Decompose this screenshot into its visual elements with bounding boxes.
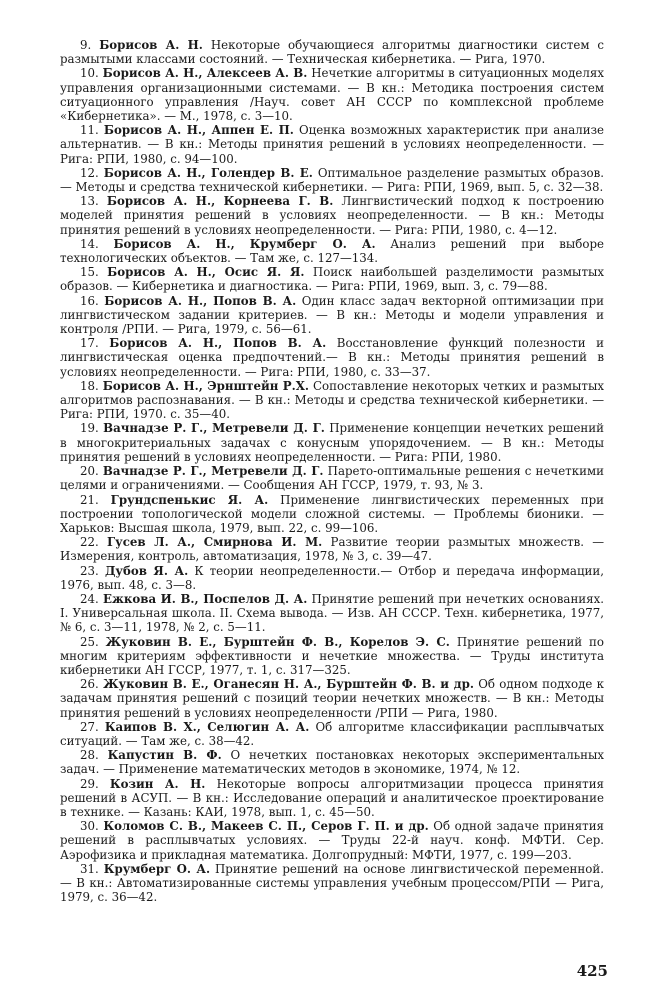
reference-entry — [60, 592, 604, 635]
reference-text: Принятие решений по многим критериям эффективности и нечеткие множества. — Труды института кибернетики АН ГССР, 1977, т. 1, с. 317—325. — [60, 634, 605, 677]
reference-number: 11. — [80, 123, 99, 138]
reference-authors: Борисов А. Н., Корнеева Г. В. — [106, 194, 334, 209]
reference-number: 27. — [80, 719, 99, 734]
reference-number: 23. — [80, 563, 99, 578]
reference-entry — [60, 748, 604, 776]
reference-authors: Крумберг О. А. — [103, 861, 211, 876]
reference-authors: Борисов А. Н., Осис Я. Я. — [107, 265, 305, 280]
reference-entry — [60, 535, 604, 563]
reference-entry — [60, 720, 604, 748]
reference-number: 9. — [80, 38, 92, 52]
reference-entry — [60, 564, 604, 592]
reference-entry — [60, 421, 604, 464]
reference-number: 24. — [80, 591, 99, 606]
reference-entry — [60, 166, 604, 194]
reference-number: 29. — [80, 776, 99, 791]
reference-entry — [60, 66, 604, 123]
reference-entry — [60, 194, 604, 237]
reference-authors: Борисов А. Н., Попов В. А. — [104, 293, 297, 308]
reference-number: 12. — [80, 165, 99, 180]
reference-text: Один класс задач векторной оптимизации при лингвистическом задании критериев. — В кн.: Методы и модели управления и контроля /РПИ. — Рига, 1979, с. 56—61. — [60, 293, 605, 337]
reference-entry — [60, 265, 604, 293]
reference-authors: Гусев Л. А., Смирнова И. М. — [107, 535, 323, 550]
reference-entry — [60, 336, 604, 379]
reference-authors: Борисов А. Н., Крумберг О. А. — [113, 236, 376, 251]
reference-entry — [60, 677, 604, 720]
reference-number: 15. — [80, 265, 99, 280]
reference-number: 26. — [80, 677, 99, 692]
reference-entry — [60, 379, 604, 422]
reference-text: Принятие решений при нечетких основаниях. I. Универсальная школа. II. Схема вывода. — Изв. АН СССР. Техн. кибернетика, 1977, № 6, с. 3—11, 1978, № 2, с. 5—11. — [60, 591, 605, 635]
reference-number: 30. — [80, 819, 99, 834]
reference-number: 21. — [80, 492, 99, 507]
reference-authors: Козин А. Н. — [109, 776, 206, 791]
reference-number: 25. — [80, 634, 99, 649]
reference-number: 20. — [80, 464, 99, 479]
reference-number: 10. — [80, 66, 99, 81]
reference-entry — [60, 464, 604, 492]
reference-text: Сопоставление некоторых четких и размытых алгоритмов распознавания. — В кн.: Методы и средства технической кибернетики. — Рига: РПИ, 1970. с. 35—40. — [60, 378, 604, 422]
reference-authors: Борисов А. Н., Аппен Е. П. — [103, 123, 294, 138]
reference-text: Применение концепции нечетких решений в многокритериальных задачах с конусным упорядочением. — В кн.: Методы принятия решений в условиях неопределенности. — Рига: РПИ, 1980. — [60, 421, 605, 464]
reference-authors: Жуковин В. Е., Бурштейн Ф. В., Корелов Э. С. — [105, 634, 450, 649]
reference-number: 22. — [80, 535, 99, 550]
reference-entry — [60, 635, 604, 678]
reference-number: 16. — [80, 293, 99, 308]
reference-authors: Борисов А. Н., Алексеев А. В. — [102, 66, 308, 81]
reference-text: Оптимальное разделение размытых образов. — Методы и средства технической кибернетики. — Рига: РПИ, 1969, вып. 5, с. 32—38. — [60, 165, 605, 195]
reference-text: Применение лингвистических переменных при построении топологической модели сложной системы. — Проблемы бионики. — Харьков: Высшая школа, 1979, вып. 22, с. 99—106. — [60, 492, 605, 535]
reference-text: К теории неопределенности.— Отбор и передача информации, 1976, вып. 48, с. 3—8. — [60, 563, 605, 592]
reference-text: Оценка возможных характеристик при анализе альтернатив. — В кн.: Методы принятия решений в условиях неопределенности. — Рига: РПИ, 1980, с. 94—100. — [60, 123, 604, 166]
reference-entry — [60, 237, 604, 265]
reference-text: Лингвистический подход к построению моделей принятия решений в условиях неопределенности. — В кн.: Методы принятия решений в условиях неопределенности. — Рига: РПИ, 1980, с. 4—12. — [60, 194, 604, 237]
reference-authors: Жуковин В. Е., Оганесян Н. А., Бурштейн Ф. В. и др. — [103, 677, 474, 692]
reference-authors: Вачнадзе Р. Г., Метревели Д. Г. — [102, 464, 324, 479]
reference-authors: Борисов А. Н. — [99, 38, 203, 52]
reference-authors: Грундспенькис Я. А. — [110, 492, 269, 507]
reference-text: О нечетких постановках некоторых экспериментальных задач. — Применение математических методов в экономике, 1974, № 12. — [60, 748, 605, 777]
reference-number: 28. — [80, 748, 99, 763]
reference-text: Об алгоритме классификации расплывчатых ситуаций. — Там же, с. 38—42. — [60, 719, 605, 748]
reference-text: Парето-оптимальные решения с нечеткими целями и ограничениями. — Сообщения АН ГССР, 1979, т. 93, № 3. — [60, 464, 604, 493]
reference-authors: Вачнадзе Р. Г., Метревели Д. Г. — [103, 421, 325, 436]
reference-list — [60, 38, 604, 904]
reference-entry — [60, 123, 604, 166]
reference-text: Развитие теории размытых множеств. — Измерения, контроль, автоматизация, 1978, № 3, с. 39—47. — [60, 535, 605, 564]
reference-text: Некоторые вопросы алгоритмизации процесса принятия решений в АСУП. — В кн.: Исследование операций и аналитическое проектирование в технике. — Казань: КАИ, 1978, вып. 1, с. 45—50. — [60, 776, 605, 819]
reference-entry — [60, 819, 604, 862]
reference-entry — [60, 294, 604, 337]
reference-number: 19. — [80, 421, 99, 436]
reference-number: 31. — [80, 861, 99, 876]
reference-text: Об одной задаче принятия решений в расплывчатых условиях. — Труды 22-й науч. конф. МФТИ. Сер. Аэрофизика и прикладная математика. Долгопрудный: МФТИ, 1977, с. 199—203. — [60, 819, 605, 862]
reference-text: Нечеткие алгоритмы в ситуационных моделях управления организационными системами. — В кн.: Методика построения систем ситуационного управления /Науч. совет АН СССР по комплексной проблеме «Кибернетика». — М., 1978, с. 3—10. — [60, 66, 605, 124]
reference-entry — [60, 493, 604, 536]
page-number: 425 — [576, 962, 608, 980]
reference-text: Анализ решений при выборе технологических объектов. — Там же, с. 127—134. — [60, 236, 604, 266]
reference-entry — [60, 862, 604, 905]
reference-entry — [60, 38, 604, 66]
reference-authors: Коломов С. В., Макеев С. П., Серов Г. П. и др. — [103, 819, 429, 834]
reference-authors: Борисов А. Н., Эрнштейн Р.Х. — [102, 378, 309, 393]
reference-authors: Капустин В. Ф. — [107, 748, 222, 763]
reference-authors: Борисов А. Н., Голендер В. Е. — [103, 165, 313, 180]
reference-text: Поиск наибольшей разделимости размытых образов. — Кибернетика и диагностика. — Рига: РПИ, 1969, вып. 3, с. 79—88. — [60, 265, 605, 294]
reference-text: Об одном подходе к задачам принятия решений с позиций теории нечетких множеств. — В кн.: Методы принятия решений в условиях неопределенности /РПИ — Рига, 1980. — [60, 677, 605, 720]
reference-entry — [60, 777, 604, 820]
reference-text: Некоторые обучающиеся алгоритмы диагностики систем с размытыми классами состояний. — Техническая кибернетика. — Рига, 1970. — [60, 38, 605, 67]
reference-text: Восстановление функций полезности и лингвистическая оценка предпочтений.— В кн.: Методы принятия решений в условиях неопределенности. — Рига: РПИ, 1980, с. 33—37. — [60, 336, 605, 379]
reference-number: 13. — [80, 194, 99, 209]
reference-authors: Каипов В. Х., Селюгин А. А. — [104, 719, 310, 734]
reference-number: 14. — [80, 236, 99, 251]
reference-authors: Борисов А. Н., Попов В. А. — [109, 336, 327, 351]
reference-authors: Ежкова И. В., Поспелов Д. А. — [102, 591, 308, 606]
reference-text: Принятие решений на основе лингвистической переменной. — В кн.: Автоматизированные системы управления учебным процессом/РПИ — Рига, 1979, с. 36—42. — [60, 861, 604, 905]
reference-number: 17. — [80, 336, 99, 351]
reference-number: 18. — [80, 378, 99, 393]
reference-authors: Дубов Я. А. — [104, 563, 189, 578]
